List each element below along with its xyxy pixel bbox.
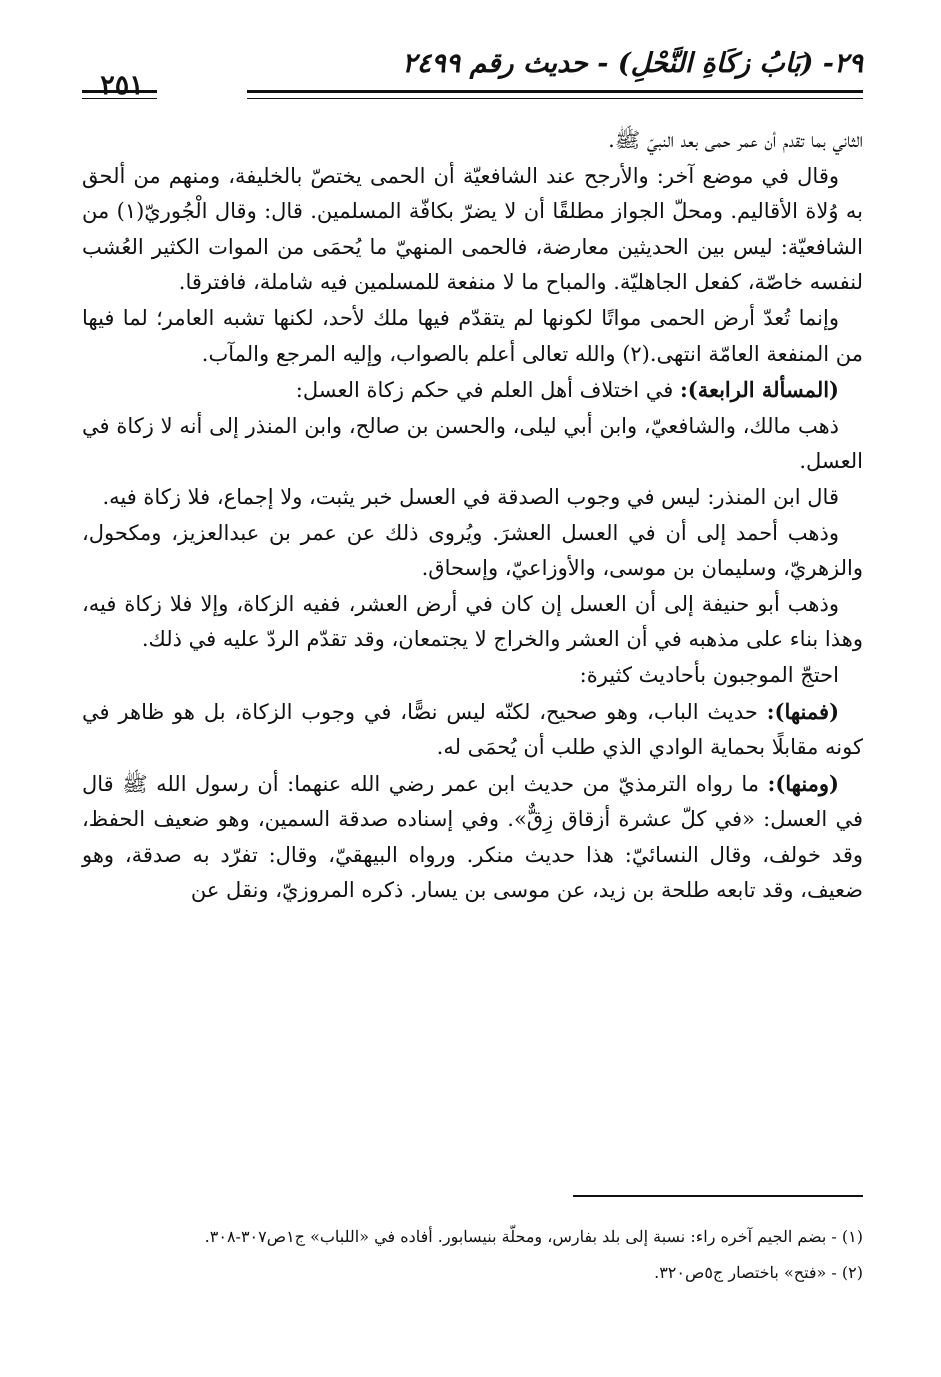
paragraph-lead: (المسألة الرابعة): [680, 377, 839, 403]
paragraph [82, 516, 863, 587]
footnotes [82, 1222, 863, 1294]
footnote-separator [573, 1195, 863, 1197]
page-number: ٢٥١ [100, 70, 144, 101]
header-rule [247, 90, 863, 93]
paragraph-text: حديث الباب، وهو صحيح، لكنّه ليس نصًّا، في وجوب الزكاة، بل هو ظاهر في كونه مقابلًا بحماية الوادي الذي طلب أن يُحمَى له. [82, 699, 863, 760]
footnote: (١) - بضم الجيم آخره راء: نسبة إلى بلد بفارس، ومحلّة بنيسابور. أفاده في «اللباب» ج١ص٣٠٧-٣٠٨. [204, 1227, 863, 1246]
main-text [82, 123, 863, 909]
running-header [82, 48, 863, 108]
paragraph-text: الثاني بما تقدم أن عمر حمى بعد النبيّ ﷺ. [608, 128, 863, 152]
paragraph [82, 372, 863, 409]
paragraph [82, 409, 863, 480]
paragraph [82, 123, 863, 159]
header-rule-thin [247, 98, 863, 99]
paragraph-text: قال ابن المنذر: ليس في وجوب الصدقة في العسل خبر يثبت، ولا إجماع، فلا زكاة فيه. [102, 484, 839, 509]
paragraph-text: وذهب أبو حنيفة إلى أن العسل إن كان في أرض العشر، ففيه الزكاة، وإلا فلا زكاة فيه، وهذا بناء على مذهبه في أن العشر والخراج لا يجتمعان، وقد تقدّم الردّ عليه في ذلك. [82, 591, 863, 652]
paragraph-text: وقال في موضع آخر: والأرجح عند الشافعيّة أن الحمى يختصّ بالخليفة، ومنهم من ألحق به وُلاة الأقاليم. ومحلّ الجواز مطلقًا أن لا يضرّ بكافّة المسلمين. قال: وقال الْجُوريّ(١) من الشافعيّة: ليس بين الحديثين معارضة، فالحمى المنهيّ ما يُحمَى من الموات الكثير العُشب لنفسه خاصّة، كفعل الجاهليّة. والمباح ما لا منفعة للمسلمين فيه شاملة، فافترقا. [82, 163, 863, 295]
paragraph [82, 766, 863, 909]
paragraph [82, 480, 863, 516]
paragraph-text: وإنما تُعدّ أرض الحمى مواتًا لكونها لم يتقدّم فيها ملك لأحد، لكنها تشبه العامر؛ لما فيها من المنفعة العامّة انتهى.(٢) والله تعالى أعلم بالصواب، وإليه المرجع والمآب. [82, 305, 863, 366]
paragraph-text: احتجّ الموجبون بأحاديث كثيرة: [579, 662, 839, 687]
paragraph-text: في اختلاف أهل العلم في حكم زكاة العسل: [295, 378, 680, 403]
paragraph [82, 159, 863, 301]
footnote: (٢) - «فتح» باختصار ج٥ص٣٢٠. [654, 1263, 863, 1282]
paragraph [82, 301, 863, 372]
paragraph [82, 694, 863, 766]
paragraph-text: ذهب مالك، والشافعيّ، وابن أبي ليلى، والحسن بن صالح، وابن المنذر إلى أنه لا زكاة في العسل. [82, 413, 863, 474]
paragraph [82, 658, 863, 694]
header-title: ٢٩- (بَابُ زكَاةِ النَّحْلِ) - حديث رقم ٢٤٩٩ [402, 48, 863, 79]
paragraph-lead: (ومنها): [767, 770, 839, 796]
paragraph-text: وذهب أحمد إلى أن في العسل العشرَ. ويُروى ذلك عن عمر بن عبدالعزيز، ومكحول، والزهريّ، وسليمان بن موسى، والأوزاعيّ، وإسحاق. [82, 520, 863, 581]
paragraph-text: ما رواه الترمذيّ من حديث ابن عمر رضي الله عنهما: أن رسول الله ﷺ قال في العسل: «في كلّ عشرة أزقاق زِقٌّ». وفي إسناده صدقة السمين، وهو ضعيف الحفظ، وقد خولف، وقال النسائيّ: هذا حديث منكر. ورواه البيهقيّ، وقال: تفرّد به صدقة، وهو ضعيف، وقد تابعه طلحة بن زيد، عن موسى بن يسار. ذكره المروزيّ، ونقل عن [82, 771, 863, 903]
paragraph-lead: (فمنها): [766, 698, 839, 724]
paragraph [82, 587, 863, 658]
